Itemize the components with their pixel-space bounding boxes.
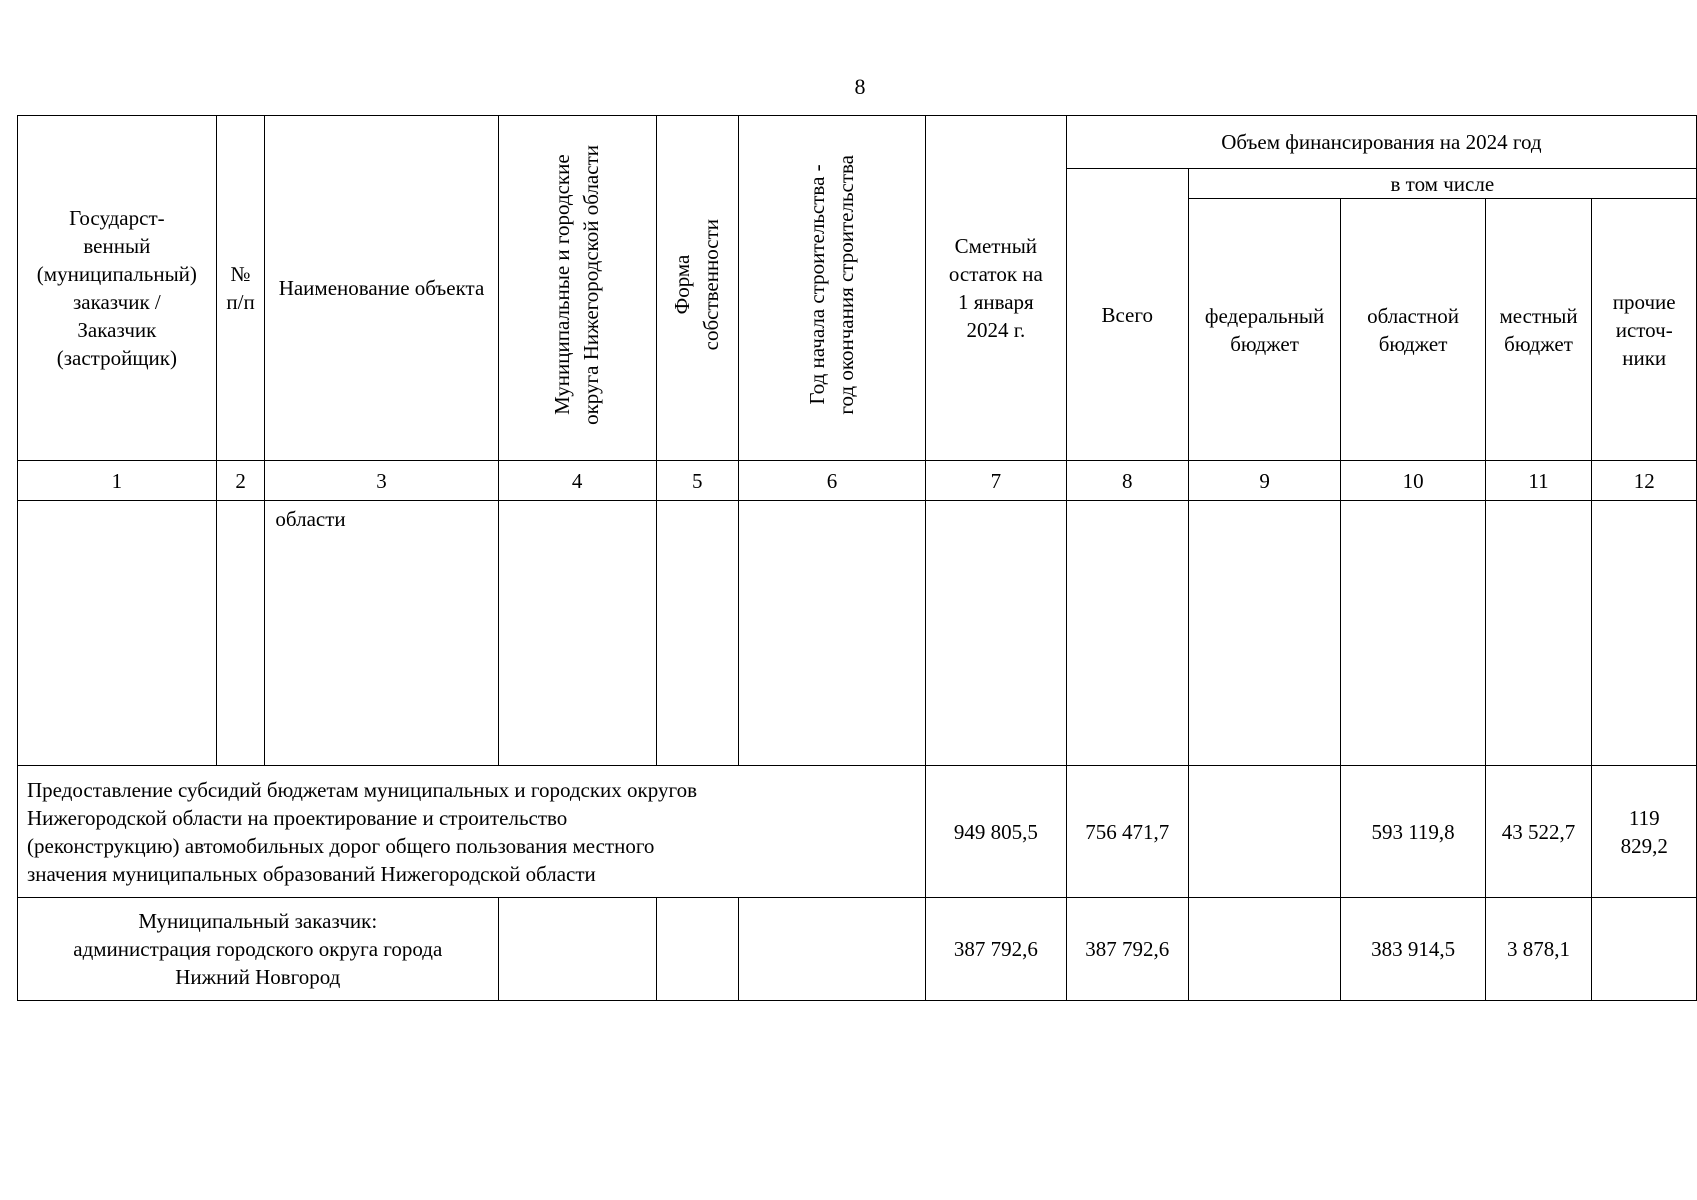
column-number: 2: [216, 461, 265, 501]
cell-empty: [925, 501, 1066, 766]
subsidy-description: Предоставление субсидий бюджетам муниципальных и городских округов Нижегородской области на проектирование и строительство (реконструкцию) автомобильных дорог общего пользования местного значения муниципальных образований Нижегородской области: [18, 766, 926, 898]
cell-empty: [1485, 501, 1592, 766]
header-years-text: Год начала строительства - год окончания строительства: [804, 154, 858, 415]
cell-empty: [1341, 501, 1485, 766]
header-local: местный бюджет: [1485, 199, 1592, 461]
cell-empty: [498, 898, 656, 1001]
column-number: 7: [925, 461, 1066, 501]
header-customer: Государст- венный (муниципальный) заказчик / Заказчик (застройщик): [18, 116, 217, 461]
page-number: 8: [854, 74, 866, 99]
customer-other: [1592, 898, 1697, 1001]
column-number: 4: [498, 461, 656, 501]
column-number: 1: [18, 461, 217, 501]
continued-object-name: области: [265, 501, 498, 766]
header-number: № п/п: [216, 116, 265, 461]
column-number: 11: [1485, 461, 1592, 501]
column-number: 9: [1188, 461, 1341, 501]
header-municipality: [498, 116, 656, 461]
column-number: 10: [1341, 461, 1485, 501]
column-number: 3: [265, 461, 498, 501]
subsidy-regional: 593 119,8: [1341, 766, 1485, 898]
continued-row: [18, 501, 1697, 766]
header-ownership-text: Форма собственности: [670, 218, 724, 351]
column-number: 5: [656, 461, 738, 501]
cell-empty: [738, 501, 925, 766]
subsidy-other: 119 829,2: [1592, 766, 1697, 898]
subsidy-local: 43 522,7: [1485, 766, 1592, 898]
customer-federal: [1188, 898, 1341, 1001]
header-regional: областной бюджет: [1341, 199, 1485, 461]
cell-empty: [498, 501, 656, 766]
column-number: 12: [1592, 461, 1697, 501]
header-years: [738, 116, 925, 461]
header-row-1: [18, 116, 1697, 169]
cell-empty: [656, 898, 738, 1001]
header-funding-group: Объем финансирования на 2024 год: [1066, 116, 1696, 169]
header-other: прочие источ- ники: [1592, 199, 1697, 461]
header-estimate: Сметный остаток на 1 января 2024 г.: [925, 116, 1066, 461]
column-number: 6: [738, 461, 925, 501]
cell-empty: [1066, 501, 1188, 766]
customer-local: 3 878,1: [1485, 898, 1592, 1001]
financing-table: [17, 115, 1697, 1001]
cell-empty: [656, 501, 738, 766]
cell-empty: [1188, 501, 1341, 766]
subsidy-estimate: 949 805,5: [925, 766, 1066, 898]
column-number-row: [18, 461, 1697, 501]
subsidy-federal: [1188, 766, 1341, 898]
header-ownership: [656, 116, 738, 461]
customer-total: 387 792,6: [1066, 898, 1188, 1001]
cell-empty: [738, 898, 925, 1001]
subsidy-row: [18, 766, 1697, 898]
column-number: 8: [1066, 461, 1188, 501]
subsidy-total: 756 471,7: [1066, 766, 1188, 898]
customer-estimate: 387 792,6: [925, 898, 1066, 1001]
customer-row: [18, 898, 1697, 1001]
customer-regional: 383 914,5: [1341, 898, 1485, 1001]
cell-empty: [18, 501, 217, 766]
cell-empty: [1592, 501, 1697, 766]
header-federal: федеральный бюджет: [1188, 199, 1341, 461]
header-including: в том числе: [1188, 169, 1696, 199]
header-object-name: Наименование объекта: [265, 116, 498, 461]
header-municipality-text: Муниципальные и городские округа Нижегородской области: [550, 144, 604, 425]
cell-empty: [216, 501, 265, 766]
customer-name: Муниципальный заказчик: администрация городского округа города Нижний Новгород: [18, 898, 499, 1001]
header-total: Всего: [1066, 169, 1188, 461]
